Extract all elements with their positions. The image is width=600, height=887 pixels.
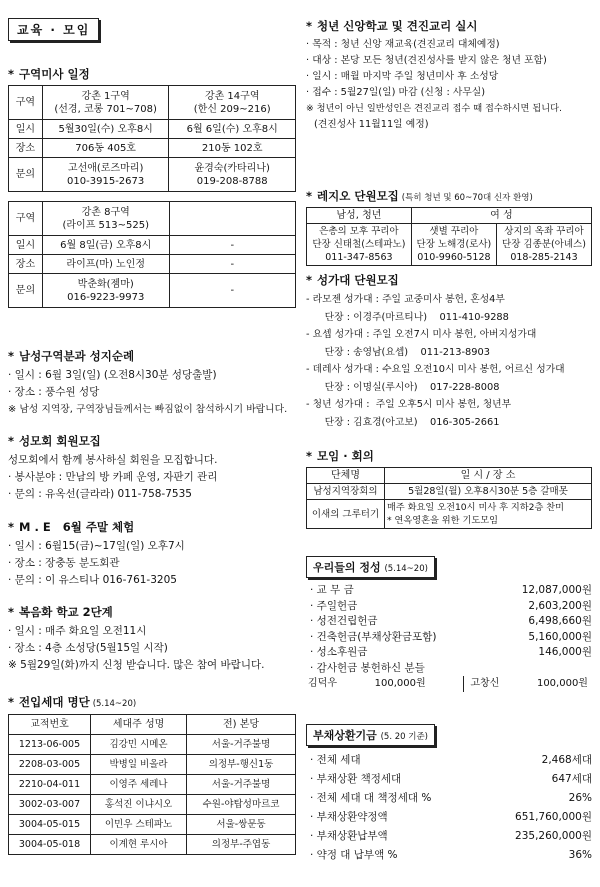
choir-line: - 라모젠 성가대 : 주일 교중미사 봉헌, 혼성4부 <box>306 294 505 305</box>
choir-line: 단장 : 이명실(루시아) 017-228-8008 <box>306 381 500 393</box>
star-icon: * <box>306 449 313 463</box>
mass-cell: 라이프(마) 노인정 <box>42 255 169 274</box>
choir-title: 성가대 단원모집 <box>317 273 399 287</box>
mass-cell: 일시 <box>9 236 43 255</box>
youth-school <box>306 18 592 133</box>
newcomers-sub: (5.14~20) <box>92 699 137 709</box>
star-icon: * <box>8 605 15 619</box>
mass-cell: - <box>169 274 295 308</box>
legio-cell: 샛별 꾸리아 단장 노해경(로사) 010-9960-5128 <box>411 224 496 266</box>
pilgrimage-line: · 장소 : 풍수원 성당 <box>8 386 100 398</box>
mass-cell: 강촌 1구역 (선경, 코롱 701~708) <box>42 86 169 120</box>
mass-cell <box>169 202 295 236</box>
debt-value: 651,760,000원 <box>515 811 592 823</box>
youth-title: 청년 신앙학교 및 견진교리 실시 <box>317 19 478 33</box>
donor-amount: 100,000원 <box>536 678 588 689</box>
donor-row <box>306 676 592 692</box>
debt-value: 235,260,000원 <box>515 830 592 842</box>
star-icon: * <box>8 349 15 363</box>
mass-cell: 일시 <box>9 120 43 139</box>
star-icon: * <box>8 67 15 81</box>
offering-thanks: · 감사헌금 봉헌하신 분들 <box>310 661 425 674</box>
offering-label: · 성전건립헌금 <box>310 615 378 627</box>
newcomers-cell: 2208-03-005 <box>9 755 91 775</box>
donor-name: 고창신 <box>463 676 499 692</box>
mass-cell: 문의 <box>9 274 43 308</box>
meeting <box>306 448 592 529</box>
newcomers-cell: 김강민 시메온 <box>91 735 187 755</box>
star-icon: * <box>306 273 313 287</box>
pilgrimage <box>8 348 296 418</box>
mass-row <box>9 158 296 192</box>
mass-title: 구역미사 일정 <box>19 67 90 81</box>
newcomers-cell: 3002-03-007 <box>9 795 91 815</box>
mass-table-1 <box>8 85 296 192</box>
table-row <box>9 735 296 755</box>
star-icon: * <box>306 19 313 33</box>
donor-name: 김덕우 <box>308 678 337 689</box>
offering-label: · 교 무 금 <box>310 584 354 596</box>
mass-cell: 문의 <box>9 158 43 192</box>
me-line: · 문의 : 이 유스티나 016-761-3205 <box>8 574 177 586</box>
offering-title: 우리들의 정성 <box>313 561 381 574</box>
youth-line: (견진성사 11월11일 예정) <box>314 119 429 130</box>
mothers-line: · 문의 : 유옥선(글라라) 011-758-7535 <box>8 488 192 500</box>
pilgrimage-title: 남성구역분과 성지순례 <box>19 349 135 363</box>
newcomers-cell: 서울-거주불명 <box>187 775 296 795</box>
star-icon: * <box>8 434 15 448</box>
debt-value: 647세대 <box>551 773 592 785</box>
newcomers-title: 전입세대 명단 <box>19 695 90 709</box>
mass-row <box>9 255 296 274</box>
debt-value: 2,468세대 <box>541 754 592 766</box>
choir-line: - 요셉 성가대 : 주일 오전7시 미사 봉헌, 아버지성가대 <box>306 329 537 340</box>
table-row <box>9 755 296 775</box>
meeting-cell: 남성지역장회의 <box>307 484 385 500</box>
newcomers-cell: 홍석진 이냐시오 <box>91 795 187 815</box>
table-row <box>9 835 296 855</box>
mass-cell: 강촌 14구역 (한신 209~216) <box>169 86 296 120</box>
gospel-line: ※ 5월29일(화)까지 신청 받습니다. 많은 참여 바랍니다. <box>8 659 265 671</box>
debt-label: · 부채상환약정액 <box>310 811 388 823</box>
newcomers-header-cell: 전) 본당 <box>187 715 296 735</box>
mass-cell: 210동 102호 <box>169 139 296 158</box>
newcomers-cell: 이민우 스테파노 <box>91 815 187 835</box>
mothers-line: 성모회에서 함께 봉사하실 회원을 모집합니다. <box>8 454 218 466</box>
offering-label: · 건축헌금(부채상환금포함) <box>310 630 437 643</box>
pilgrimage-line: · 일시 : 6월 3일(일) (오전8시30분 성당출발) <box>8 369 217 381</box>
meeting-head: 일 시 / 장 소 <box>385 468 592 484</box>
list-item <box>306 599 592 615</box>
newcomers-cell: 2210-04-011 <box>9 775 91 795</box>
youth-line: ※ 청년이 아닌 일반성인은 견진교리 접수 때 접수하시면 됩니다. <box>306 103 562 114</box>
offering <box>306 556 592 692</box>
choir-line: 단장 : 김효경(아고보) 016-305-2661 <box>306 416 500 428</box>
youth-line: · 접수 : 5월27일(일) 마감 (신청 : 사무실) <box>306 87 486 98</box>
debt <box>306 724 592 865</box>
star-icon: * <box>306 189 313 203</box>
section-header <box>8 18 296 41</box>
mothers-club <box>8 433 296 503</box>
newcomers-cell: 서울-쌍문동 <box>187 815 296 835</box>
mothers-title: 성모회 회원모집 <box>19 434 101 448</box>
meeting-title: 모임 · 회의 <box>317 449 374 463</box>
list-item <box>306 846 592 865</box>
me-line: · 장소 : 장충동 분도회관 <box>8 557 120 569</box>
mass-cell: 박춘화(젬마) 016-9223-9973 <box>42 274 169 308</box>
mass-row <box>9 120 296 139</box>
list-item <box>306 614 592 630</box>
mass-cell: 장소 <box>9 139 43 158</box>
section-header-label: 교육 · 모임 <box>8 18 99 41</box>
youth-line: · 일시 : 매월 마지막 주일 청년미사 후 소성당 <box>306 71 499 82</box>
pilgrimage-line: ※ 남성 지역장, 구역장님들께서는 빠짐없이 참석하시기 바랍니다. <box>8 404 288 415</box>
debt-label: · 전체 세대 대 책정세대 % <box>310 792 432 804</box>
choir-line: - 청년 성가대 : 주일 오후5시 미사 봉헌, 청년부 <box>306 399 512 410</box>
offering-value: 5,160,000원 <box>528 630 592 643</box>
legio-cell: 상지의 옥좌 꾸리아 단장 김종분(아녜스) 018-285-2143 <box>496 224 591 266</box>
newcomers <box>8 694 296 855</box>
newcomers-header-row <box>9 715 296 735</box>
list-item <box>306 630 592 646</box>
mass-row <box>9 274 296 308</box>
newcomers-cell: 의정부-주엽동 <box>187 835 296 855</box>
legio <box>306 188 592 266</box>
mass-cell: 706동 405호 <box>42 139 169 158</box>
star-icon: * <box>8 520 15 534</box>
list-item <box>306 827 592 846</box>
table-row <box>9 775 296 795</box>
debt-label: · 약정 대 납부액 % <box>310 849 398 861</box>
list-item <box>306 751 592 770</box>
youth-line: · 대상 : 본당 모든 청년(견진성사를 받지 않은 청년 포함) <box>306 55 547 66</box>
legio-title: 레지오 단원모집 <box>317 189 399 203</box>
me-line: · 일시 : 6월15(금)~17일(일) 오후7시 <box>8 540 185 552</box>
offering-value: 6,498,660원 <box>528 615 592 627</box>
mass-cell: 구역 <box>9 202 43 236</box>
list-item <box>306 770 592 789</box>
mass-cell: 윤경숙(카타리나) 019-208-8788 <box>169 158 296 192</box>
mass-row <box>9 86 296 120</box>
newcomers-cell: 1213-06-005 <box>9 735 91 755</box>
newcomers-cell: 이영주 세레나 <box>91 775 187 795</box>
newcomers-header-cell: 세대주 성명 <box>91 715 187 735</box>
newcomers-cell: 이계현 루시아 <box>91 835 187 855</box>
offering-sub: (5.14~20) <box>384 564 428 574</box>
debt-value: 26% <box>568 792 592 804</box>
choir-line: 단장 : 송영남(요셉) 011-213-8903 <box>306 346 490 358</box>
mass-cell: - <box>169 236 295 255</box>
table-row <box>9 795 296 815</box>
debt-value: 36% <box>568 849 592 861</box>
youth-line: · 목적 : 청년 신앙 재교육(견진교리 대체예정) <box>306 39 500 50</box>
me-weekend <box>8 519 296 589</box>
offering-rows <box>306 583 592 661</box>
newcomers-cell: 3004-05-015 <box>9 815 91 835</box>
offering-label: · 성소후원금 <box>310 646 368 658</box>
donor-amount: 100,000원 <box>374 678 426 689</box>
mass-row <box>9 202 296 236</box>
mass-schedule <box>8 66 296 308</box>
table-row <box>9 815 296 835</box>
choir-line: - 데레사 성가대 : 수요일 오전10시 미사 봉헌, 어르신 성가대 <box>306 364 565 375</box>
mass-cell: 5월30일(수) 오후8시 <box>42 120 169 139</box>
gospel-line: · 일시 : 매주 화요일 오전11시 <box>8 625 147 637</box>
newcomers-cell: 의정부-행신1동 <box>187 755 296 775</box>
legio-head-men: 남성, 청년 <box>307 208 412 224</box>
legio-sub: (특히 청년 및 60~70대 신자 환영) <box>401 193 533 203</box>
mass-cell: 장소 <box>9 255 43 274</box>
mass-row <box>9 139 296 158</box>
list-item <box>306 808 592 827</box>
list-item <box>306 645 592 661</box>
debt-title-box <box>306 724 435 746</box>
mass-cell: 6월 8일(금) 오후8시 <box>42 236 169 255</box>
debt-label: · 부채상환납부액 <box>310 830 388 842</box>
debt-label: · 전체 세대 <box>310 754 361 766</box>
offering-label: · 주일헌금 <box>310 599 358 612</box>
choir <box>306 272 592 431</box>
mass-cell: - <box>169 255 295 274</box>
list-item <box>306 789 592 808</box>
offering-value: 146,000원 <box>538 646 592 658</box>
me-title: M . E 6월 주말 체험 <box>19 520 135 534</box>
mothers-line: · 봉사분야 : 만남의 방 카페 운영, 자판기 관리 <box>8 471 218 483</box>
meeting-head: 단체명 <box>307 468 385 484</box>
debt-sub: (5. 20 기준) <box>380 732 428 742</box>
star-icon: * <box>8 695 15 709</box>
newcomers-cell: 서울-거주불명 <box>187 735 296 755</box>
mass-cell: 6월 6일(수) 오후8시 <box>169 120 296 139</box>
newcomers-cell: 박병일 비올라 <box>91 755 187 775</box>
mass-cell: 강촌 8구역 (라이프 513~525) <box>42 202 169 236</box>
debt-rows <box>306 751 592 865</box>
gospel-title: 복음화 학교 2단계 <box>19 605 113 619</box>
meeting-table <box>306 467 592 529</box>
newcomers-cell: 수원-야탑성마르코 <box>187 795 296 815</box>
legio-cell: 은총의 모후 꾸리아 단장 신태철(스테파노) 011-347-8563 <box>307 224 412 266</box>
debt-title: 부채상환기금 <box>313 729 377 742</box>
mass-cell: 고선애(로즈마리) 010-3915-2673 <box>42 158 169 192</box>
newcomers-cell: 3004-05-018 <box>9 835 91 855</box>
legio-head-women: 여 성 <box>411 208 591 224</box>
choir-line: 단장 : 이경주(마르티나) 011-410-9288 <box>306 311 509 323</box>
newcomers-table <box>8 714 296 855</box>
mass-table-2 <box>8 201 296 308</box>
choir-lines <box>306 291 592 431</box>
gospel-school <box>8 604 296 674</box>
mass-row <box>9 236 296 255</box>
list-item <box>306 583 592 599</box>
newcomers-header-cell: 교적번호 <box>9 715 91 735</box>
gospel-line: · 장소 : 4층 소성당(5월15일 시작) <box>8 642 168 654</box>
debt-label: · 부채상환 책정세대 <box>310 773 402 785</box>
legio-table <box>306 207 592 266</box>
meeting-cell: 매주 화요일 오전10시 미사 후 지하2층 찬미 * 연옥영혼을 위한 기도모임 <box>385 500 592 529</box>
offering-title-box <box>306 556 435 578</box>
meeting-cell: 이새의 그루터기 <box>307 500 385 529</box>
offering-value: 12,087,000원 <box>521 584 592 596</box>
meeting-cell: 5월28일(월) 오후8시30분 5층 갈매못 <box>385 484 592 500</box>
mass-cell: 구역 <box>9 86 43 120</box>
offering-value: 2,603,200원 <box>528 599 592 612</box>
